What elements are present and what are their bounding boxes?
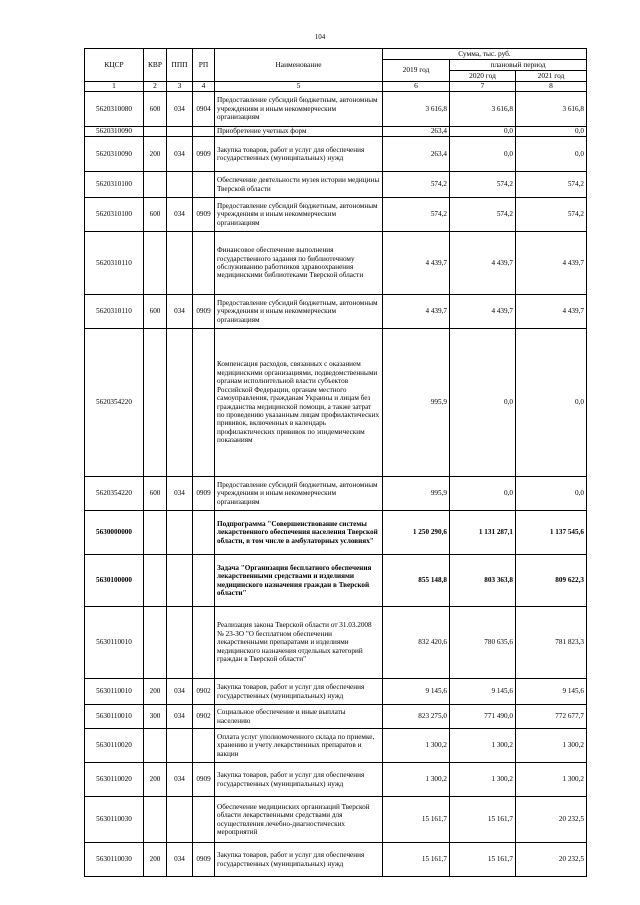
page-number: 104	[314, 33, 326, 41]
cell-2019: 9 145,6	[383, 679, 450, 705]
table-row	[85, 232, 587, 295]
cell-kvr: 600	[144, 477, 167, 511]
cell-rp	[193, 232, 215, 295]
cell-ppp: 034	[167, 843, 193, 877]
cell-ppp	[167, 232, 193, 295]
cell-rp	[193, 607, 215, 679]
cell-kcsr: 5620310090	[85, 127, 144, 137]
cell-name: Предоставление субсидий бюджетным, автономным учреждениям и иным некоммерческим организациям	[215, 477, 383, 511]
cell-kcsr: 5630110010	[85, 607, 144, 679]
cell-rp: 0909	[193, 843, 215, 877]
cell-kvr: 300	[144, 705, 167, 729]
cell-ppp: 034	[167, 92, 193, 127]
table-row	[85, 679, 587, 705]
col-header-2019: 2019 год	[383, 60, 450, 82]
cell-2021: 574,2	[516, 198, 587, 232]
cell-2019: 1 300,2	[383, 729, 450, 763]
cell-2020: 3 616,8	[450, 92, 516, 127]
cell-kvr	[144, 172, 167, 198]
cell-kcsr: 5620310110	[85, 295, 144, 329]
col-header-2021: 2021 год	[516, 71, 587, 82]
cell-rp	[193, 511, 215, 555]
col-header-ppp: ППП	[167, 49, 193, 82]
cell-kvr: 600	[144, 198, 167, 232]
cell-kcsr: 5630000000	[85, 511, 144, 555]
cell-rp	[193, 729, 215, 763]
cell-2019: 1 250 290,6	[383, 511, 450, 555]
cell-name: Закупка товаров, работ и услуг для обеспечения государственных (муниципальных) нужд	[215, 843, 383, 877]
cell-kcsr: 5620354220	[85, 477, 144, 511]
cell-kcsr: 5630100000	[85, 555, 144, 607]
cell-rp: 0909	[193, 137, 215, 172]
cell-2021: 20 232,5	[516, 843, 587, 877]
cell-name: Оплата услуг уполномоченного склада по приемке, хранению и учету лекарственных препаратов и вакцин	[215, 729, 383, 763]
cell-rp: 0909	[193, 198, 215, 232]
cell-2021: 781 823,3	[516, 607, 587, 679]
cell-ppp	[167, 555, 193, 607]
cell-2019: 995,9	[383, 329, 450, 477]
col-number: 4	[193, 82, 215, 92]
cell-2020: 780 635,6	[450, 607, 516, 679]
cell-ppp: 034	[167, 137, 193, 172]
table-row	[85, 137, 587, 172]
cell-kvr	[144, 797, 167, 843]
cell-rp: 0902	[193, 679, 215, 705]
cell-kcsr: 5620310090	[85, 137, 144, 172]
table-row	[85, 127, 587, 137]
cell-ppp	[167, 607, 193, 679]
cell-kcsr: 5630110010	[85, 679, 144, 705]
table-row	[85, 295, 587, 329]
cell-2019: 574,2	[383, 172, 450, 198]
cell-2020: 574,2	[450, 198, 516, 232]
table-row	[85, 477, 587, 511]
cell-kvr	[144, 607, 167, 679]
col-number: 5	[215, 82, 383, 92]
cell-2019: 4 439,7	[383, 232, 450, 295]
cell-kvr: 600	[144, 92, 167, 127]
cell-2021: 809 622,3	[516, 555, 587, 607]
cell-name: Закупка товаров, работ и услуг для обеспечения государственных (муниципальных) нужд	[215, 679, 383, 705]
cell-2020: 0,0	[450, 127, 516, 137]
cell-2021: 9 145,6	[516, 679, 587, 705]
cell-rp: 0909	[193, 295, 215, 329]
cell-ppp	[167, 329, 193, 477]
cell-2020: 0,0	[450, 477, 516, 511]
cell-name: Предоставление субсидий бюджетным, автономным учреждениям и иным некоммерческим организациям	[215, 295, 383, 329]
cell-2020: 803 363,8	[450, 555, 516, 607]
cell-name: Обеспечение медицинских организаций Тверской области лекарственными средствами для осуществления лечебно-диагностических мероприятий	[215, 797, 383, 843]
table-row	[85, 198, 587, 232]
col-header-2020: 2020 год	[450, 71, 516, 82]
cell-kvr: 200	[144, 763, 167, 797]
cell-ppp: 034	[167, 295, 193, 329]
cell-ppp	[167, 797, 193, 843]
table-row	[85, 511, 587, 555]
cell-2021: 0,0	[516, 137, 587, 172]
table-row	[85, 797, 587, 843]
cell-2019: 995,9	[383, 477, 450, 511]
cell-kcsr: 5620310100	[85, 172, 144, 198]
cell-2021: 4 439,7	[516, 295, 587, 329]
cell-ppp: 034	[167, 705, 193, 729]
cell-2021: 574,2	[516, 172, 587, 198]
cell-kvr	[144, 232, 167, 295]
cell-2020: 4 439,7	[450, 232, 516, 295]
cell-ppp	[167, 172, 193, 198]
budget-table	[84, 48, 587, 877]
cell-ppp: 034	[167, 763, 193, 797]
cell-2020: 0,0	[450, 329, 516, 477]
cell-kvr: 600	[144, 295, 167, 329]
table-row	[85, 607, 587, 679]
cell-2019: 263,4	[383, 137, 450, 172]
cell-kcsr: 5620310080	[85, 92, 144, 127]
cell-2021: 3 616,8	[516, 92, 587, 127]
cell-2019: 15 161,7	[383, 843, 450, 877]
cell-2019: 832 420,6	[383, 607, 450, 679]
cell-2019: 574,2	[383, 198, 450, 232]
cell-2020: 15 161,7	[450, 797, 516, 843]
cell-2020: 1 300,2	[450, 763, 516, 797]
cell-2020: 9 145,6	[450, 679, 516, 705]
cell-rp: 0909	[193, 763, 215, 797]
cell-2021: 0,0	[516, 477, 587, 511]
cell-2019: 1 300,2	[383, 763, 450, 797]
cell-2019: 4 439,7	[383, 295, 450, 329]
cell-kcsr: 5620310110	[85, 232, 144, 295]
col-number: 8	[516, 82, 587, 92]
cell-kvr: 200	[144, 679, 167, 705]
cell-ppp	[167, 127, 193, 137]
cell-rp: 0904	[193, 92, 215, 127]
cell-rp	[193, 797, 215, 843]
cell-2020: 771 490,0	[450, 705, 516, 729]
cell-2020: 15 161,7	[450, 843, 516, 877]
cell-2021: 1 300,2	[516, 763, 587, 797]
table-row	[85, 729, 587, 763]
cell-2019: 823 275,0	[383, 705, 450, 729]
cell-2021: 0,0	[516, 127, 587, 137]
cell-ppp	[167, 511, 193, 555]
cell-name: Предоставление субсидий бюджетным, автономным учреждениям и иным некоммерческим организациям	[215, 198, 383, 232]
cell-kcsr: 5630110020	[85, 729, 144, 763]
cell-name: Приобретение учетных форм	[215, 127, 383, 137]
cell-kvr: 200	[144, 843, 167, 877]
cell-name: Социальное обеспечение и иные выплаты населению	[215, 705, 383, 729]
cell-kcsr: 5620310100	[85, 198, 144, 232]
cell-name: Реализация закона Тверской области от 31.03.2008 № 23-ЗО "О бесплатном обеспечении лекарственными препаратами и изделиями медицинского назначения отдельных категорий граждан в Тверской области"	[215, 607, 383, 679]
col-header-name: Наименование	[215, 49, 383, 82]
cell-2019: 263,4	[383, 127, 450, 137]
cell-2019: 3 616,8	[383, 92, 450, 127]
cell-name: Закупка товаров, работ и услуг для обеспечения государственных (муниципальных) нужд	[215, 763, 383, 797]
cell-kvr	[144, 511, 167, 555]
table-row	[85, 329, 587, 477]
cell-ppp	[167, 729, 193, 763]
col-header-planned: плановый период	[450, 60, 587, 71]
table-row	[85, 92, 587, 127]
cell-2019: 855 148,8	[383, 555, 450, 607]
cell-kvr	[144, 329, 167, 477]
cell-name: Компенсация расходов, связанных с оказанием медицинскими организациями, подведомственными органам исполнительной власти субъектов Российской Федерации, органам местного самоуправления, гражданам Украины и лицам без гражданства медицинской помощи, а также затрат по проведению указанным лицам профилактических прививок, включенных в календарь профилактических прививок по эпидемическим показаниям	[215, 329, 383, 477]
cell-2020: 4 439,7	[450, 295, 516, 329]
table-row	[85, 843, 587, 877]
cell-name: Обеспечение деятельности музея истории медицины Тверской области	[215, 172, 383, 198]
cell-rp	[193, 172, 215, 198]
table-row	[85, 763, 587, 797]
col-number: 2	[144, 82, 167, 92]
cell-ppp: 034	[167, 679, 193, 705]
cell-kcsr: 5630110030	[85, 843, 144, 877]
col-header-sum: Сумма, тыс. руб.	[383, 49, 587, 60]
cell-2020: 1 300,2	[450, 729, 516, 763]
cell-name: Финансовое обеспечение выполнения государственного задания по библиотечному обслуживанию работников здравоохранения медицинскими библиотеками Тверской области	[215, 232, 383, 295]
cell-2020: 1 131 287,1	[450, 511, 516, 555]
cell-2021: 1 137 545,6	[516, 511, 587, 555]
cell-rp: 0902	[193, 705, 215, 729]
table-row	[85, 555, 587, 607]
cell-kcsr: 5630110020	[85, 763, 144, 797]
cell-rp	[193, 329, 215, 477]
cell-name: Закупка товаров, работ и услуг для обеспечения государственных (муниципальных) нужд	[215, 137, 383, 172]
cell-2020: 574,2	[450, 172, 516, 198]
cell-name: Задача "Организация бесплатного обеспечения лекарственными средствами и изделиями медицинского назначения граждан в Тверской области"	[215, 555, 383, 607]
col-header-kcsr: КЦСР	[85, 49, 144, 82]
cell-2021: 0,0	[516, 329, 587, 477]
cell-kcsr: 5630110030	[85, 797, 144, 843]
cell-kcsr: 5620354220	[85, 329, 144, 477]
cell-2021: 20 232,5	[516, 797, 587, 843]
col-number: 7	[450, 82, 516, 92]
cell-rp: 0909	[193, 477, 215, 511]
cell-kcsr: 5630110010	[85, 705, 144, 729]
cell-2019: 15 161,7	[383, 797, 450, 843]
cell-name: Предоставление субсидий бюджетным, автономным учреждениям и иным некоммерческим организациям	[215, 92, 383, 127]
cell-kvr	[144, 729, 167, 763]
cell-2020: 0,0	[450, 137, 516, 172]
cell-2021: 1 300,2	[516, 729, 587, 763]
cell-rp	[193, 555, 215, 607]
col-header-kvr: КВР	[144, 49, 167, 82]
table-row	[85, 172, 587, 198]
cell-kvr: 200	[144, 137, 167, 172]
cell-rp	[193, 127, 215, 137]
cell-2021: 772 677,7	[516, 705, 587, 729]
cell-ppp: 034	[167, 198, 193, 232]
cell-kvr	[144, 555, 167, 607]
col-number: 3	[167, 82, 193, 92]
cell-name: Подпрограмма "Совершенствование системы лекарственного обеспечения населения Тверской области, в том числе в амбулаторных условиях"	[215, 511, 383, 555]
cell-ppp: 034	[167, 477, 193, 511]
col-number: 6	[383, 82, 450, 92]
col-header-rp: РП	[193, 49, 215, 82]
cell-2021: 4 439,7	[516, 232, 587, 295]
col-number: 1	[85, 82, 144, 92]
table-row	[85, 705, 587, 729]
cell-kvr	[144, 127, 167, 137]
